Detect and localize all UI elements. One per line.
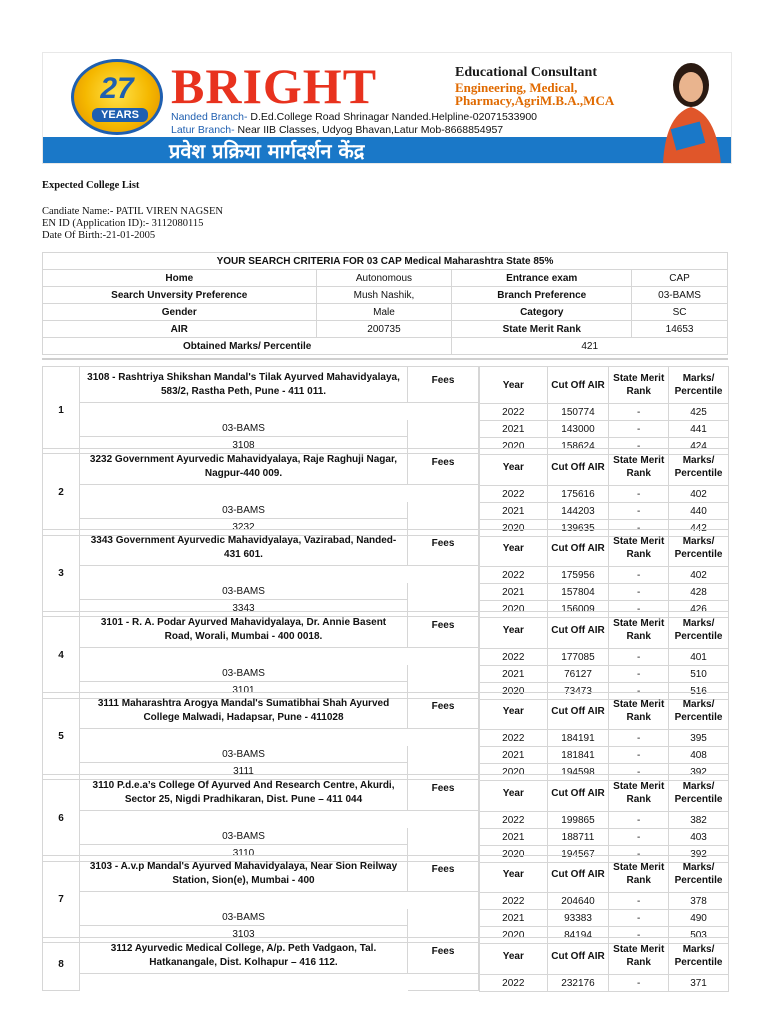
table-row	[480, 812, 729, 829]
year-header: Year	[480, 530, 548, 567]
air-value: 200735	[316, 321, 452, 338]
hindi-strip	[43, 137, 731, 164]
brand-logo-text: BRIGHT	[171, 58, 378, 114]
table-row	[480, 584, 729, 601]
cutoff-cell: 73473	[547, 683, 609, 700]
cutoff-cell: 177085	[547, 649, 609, 666]
marks-cell: 378	[669, 893, 729, 910]
smr-cell: -	[609, 812, 669, 829]
smr-cell: -	[609, 683, 669, 700]
cutoff-table	[479, 611, 729, 700]
search-criteria-table	[42, 252, 728, 355]
category-label: Category	[452, 304, 632, 321]
year-cell: 2021	[480, 910, 548, 927]
marks-cell: 426	[669, 601, 729, 618]
year-cell: 2022	[480, 486, 548, 503]
cutoff-cell: 181841	[547, 747, 609, 764]
college-name: 3111 Maharashtra Arogya Mandal's Sumatibhai Shah Ayurved College Malwadi, Hadapsar, Pune - 411028	[80, 692, 408, 729]
fees-header: Fees	[408, 774, 479, 811]
fees-header: Fees	[408, 937, 479, 974]
fees-header: Fees	[408, 366, 479, 403]
cutoff-table	[479, 529, 729, 618]
home-value: Autonomous	[316, 270, 452, 287]
smr-cell: -	[609, 421, 669, 438]
smr-cell: -	[609, 438, 669, 455]
college-number: 4	[42, 611, 80, 699]
marks-header: Marks/ Percentile	[669, 693, 729, 730]
marks-cell: 442	[669, 520, 729, 537]
college-code: 3110	[80, 845, 408, 862]
fees-value	[408, 729, 479, 780]
page-heading: Expected College List	[42, 180, 140, 191]
cutoff-header: Cut Off AIR	[547, 530, 609, 567]
college-code: 3101	[80, 682, 408, 699]
year-header: Year	[480, 938, 548, 975]
marks-cell: 440	[669, 503, 729, 520]
marks-cell: 392	[669, 846, 729, 863]
smr-cell: -	[609, 893, 669, 910]
marks-header: Marks/ Percentile	[669, 856, 729, 893]
cutoff-header: Cut Off AIR	[547, 367, 609, 404]
cutoff-header: Cut Off AIR	[547, 938, 609, 975]
college-code: 3232	[80, 519, 408, 536]
air-label: AIR	[43, 321, 317, 338]
smr-cell: -	[609, 975, 669, 992]
year-cell: 2022	[480, 404, 548, 421]
college-name: 3232 Government Ayurvedic Mahavidyalaya, Raje Raghuji Nagar, Nagpur-440 009.	[80, 448, 408, 485]
cutoff-cell: 84194	[547, 927, 609, 944]
cutoff-cell: 150774	[547, 404, 609, 421]
marks-cell: 401	[669, 649, 729, 666]
year-cell: 2022	[480, 893, 548, 910]
cutoff-cell: 232176	[547, 975, 609, 992]
branch-addresses	[171, 111, 537, 137]
branch-label: Branch Preference	[452, 287, 632, 304]
college-name: 3108 - Rashtriya Shikshan Mandal's Tilak Ayurved Mahavidyalaya, 583/2, Rastha Peth, Pune - 411 011.	[80, 366, 408, 403]
home-label: Home	[43, 270, 317, 287]
college-number: 8	[42, 937, 80, 991]
marks-cell: 490	[669, 910, 729, 927]
marks-cell: 441	[669, 421, 729, 438]
smr-header: State Merit Rank	[609, 449, 669, 486]
date-of-birth: Date Of Birth:-21-01-2005	[42, 230, 156, 241]
marks-value: 421	[452, 338, 728, 355]
nanded-label: Nanded Branch-	[171, 111, 248, 123]
nanded-address: D.Ed.College Road Shrinagar Nanded.Helpline-02071533900	[250, 111, 538, 123]
smr-cell: -	[609, 584, 669, 601]
latur-label: Latur Branch-	[171, 124, 235, 136]
year-cell: 2021	[480, 584, 548, 601]
year-cell: 2022	[480, 812, 548, 829]
fees-header: Fees	[408, 692, 479, 729]
marks-cell: 402	[669, 567, 729, 584]
entrance-value: CAP	[632, 270, 728, 287]
year-cell: 2021	[480, 421, 548, 438]
smr-cell: -	[609, 927, 669, 944]
table-row	[480, 649, 729, 666]
table-row	[480, 567, 729, 584]
college-number: 5	[42, 692, 80, 780]
table-row	[480, 421, 729, 438]
smr-header: State Merit Rank	[609, 612, 669, 649]
year-cell: 2021	[480, 666, 548, 683]
badge-years: YEARS	[92, 108, 148, 122]
table-row	[480, 486, 729, 503]
year-cell: 2020	[480, 520, 548, 537]
marks-header: Marks/ Percentile	[669, 449, 729, 486]
section-divider	[42, 358, 728, 360]
smr-cell: -	[609, 910, 669, 927]
college-branch: 03-BAMS	[80, 502, 408, 519]
year-cell: 2022	[480, 730, 548, 747]
fees-value	[408, 974, 479, 991]
college-branch: 03-BAMS	[80, 665, 408, 682]
college-name: 3101 - R. A. Podar Ayurved Mahavidyalaya, Dr. Annie Basent Road, Worali, Mumbai - 400 0018.	[80, 611, 408, 648]
year-cell: 2020	[480, 764, 548, 781]
cutoff-cell: 143000	[547, 421, 609, 438]
marks-header: Marks/ Percentile	[669, 775, 729, 812]
cutoff-cell: 144203	[547, 503, 609, 520]
smr-header: State Merit Rank	[609, 530, 669, 567]
marks-cell: 392	[669, 764, 729, 781]
table-row	[480, 893, 729, 910]
college-branch: 03-BAMS	[80, 583, 408, 600]
college-number: 2	[42, 448, 80, 536]
college-code: 3343	[80, 600, 408, 617]
fees-header: Fees	[408, 448, 479, 485]
cutoff-cell: 204640	[547, 893, 609, 910]
smr-header: State Merit Rank	[609, 938, 669, 975]
smr-header: State Merit Rank	[609, 693, 669, 730]
smr-cell: -	[609, 666, 669, 683]
college-branch: 03-BAMS	[80, 909, 408, 926]
smr-cell: -	[609, 846, 669, 863]
cutoff-cell: 175616	[547, 486, 609, 503]
marks-cell: 510	[669, 666, 729, 683]
marks-cell: 503	[669, 927, 729, 944]
gender-value: Male	[316, 304, 452, 321]
category-value: SC	[632, 304, 728, 321]
marks-cell: 424	[669, 438, 729, 455]
year-header: Year	[480, 612, 548, 649]
smr-cell: -	[609, 520, 669, 537]
college-branch: 03-BAMS	[80, 420, 408, 437]
smr-header: State Merit Rank	[609, 367, 669, 404]
cutoff-cell: 199865	[547, 812, 609, 829]
table-row	[480, 503, 729, 520]
anniversary-badge-icon	[71, 59, 163, 135]
cutoff-table	[479, 774, 729, 863]
table-row	[480, 730, 729, 747]
college-code: 3103	[80, 926, 408, 943]
table-row	[480, 829, 729, 846]
marks-cell: 516	[669, 683, 729, 700]
smr-cell: -	[609, 503, 669, 520]
year-cell: 2021	[480, 503, 548, 520]
brand-courses: Engineering, Medical, Pharmacy,AgriM.B.A.,MCA	[455, 80, 615, 108]
branch-value: 03-BAMS	[632, 287, 728, 304]
cutoff-cell: 93383	[547, 910, 609, 927]
college-branch: 03-BAMS	[80, 746, 408, 763]
hindi-strip-text: प्रवेश प्रक्रिया मार्गदर्शन केंद्र	[169, 139, 365, 163]
smr-cell: -	[609, 486, 669, 503]
university-value: Mush Nashik,	[316, 287, 452, 304]
college-number: 6	[42, 774, 80, 862]
cutoff-table	[479, 937, 729, 992]
table-row	[480, 747, 729, 764]
table-row	[480, 404, 729, 421]
smr-header: State Merit Rank	[609, 775, 669, 812]
year-cell: 2022	[480, 567, 548, 584]
college-name: 3343 Government Ayurvedic Mahavidyalaya, Vazirabad, Nanded- 431 601.	[80, 529, 408, 566]
smr-cell: -	[609, 567, 669, 584]
fees-header: Fees	[408, 529, 479, 566]
marks-header: Marks/ Percentile	[669, 612, 729, 649]
cutoff-table	[479, 366, 729, 455]
cutoff-cell: 184191	[547, 730, 609, 747]
college-name: 3110 P.d.e.a’s College Of Ayurved And Research Centre, Akurdi, Sector 25, Nigdi Pradhikaran, Dist. Pune – 411 044	[80, 774, 408, 811]
college-number: 7	[42, 855, 80, 943]
cutoff-table	[479, 855, 729, 944]
fees-value	[408, 403, 479, 454]
smr-cell: -	[609, 649, 669, 666]
college-name: 3112 Ayurvedic Medical College, A/p. Peth Vadgaon, Tal. Hatkanangale, Dist. Kolhapur – 416 112.	[80, 937, 408, 974]
smr-cell: -	[609, 601, 669, 618]
state-merit-rank-label: State Merit Rank	[452, 321, 632, 338]
smr-cell: -	[609, 747, 669, 764]
marks-cell: 428	[669, 584, 729, 601]
cutoff-cell: 175956	[547, 567, 609, 584]
table-row	[480, 666, 729, 683]
cutoff-cell: 188711	[547, 829, 609, 846]
cutoff-cell: 139635	[547, 520, 609, 537]
table-row	[480, 975, 729, 992]
smr-cell: -	[609, 404, 669, 421]
year-header: Year	[480, 856, 548, 893]
gender-label: Gender	[43, 304, 317, 321]
marks-header: Marks/ Percentile	[669, 367, 729, 404]
year-header: Year	[480, 693, 548, 730]
marks-cell: 382	[669, 812, 729, 829]
year-cell: 2020	[480, 846, 548, 863]
marks-cell: 425	[669, 404, 729, 421]
smr-cell: -	[609, 764, 669, 781]
fees-value	[408, 892, 479, 943]
table-row	[480, 910, 729, 927]
badge-number: 27	[100, 72, 134, 105]
year-cell: 2020	[480, 601, 548, 618]
year-header: Year	[480, 775, 548, 812]
cutoff-header: Cut Off AIR	[547, 612, 609, 649]
marks-cell: 402	[669, 486, 729, 503]
cutoff-header: Cut Off AIR	[547, 775, 609, 812]
criteria-title: YOUR SEARCH CRITERIA FOR 03 CAP Medical Maharashtra State 85%	[43, 253, 728, 270]
college-code: 3111	[80, 763, 408, 780]
marks-cell: 408	[669, 747, 729, 764]
fees-header: Fees	[408, 855, 479, 892]
marks-cell: 403	[669, 829, 729, 846]
brand-tagline: Educational Consultant	[455, 65, 597, 80]
smr-cell: -	[609, 829, 669, 846]
cutoff-cell: 156009	[547, 601, 609, 618]
marks-header: Marks/ Percentile	[669, 938, 729, 975]
marks-cell: 395	[669, 730, 729, 747]
fees-value	[408, 566, 479, 617]
latur-address: Near IIB Classes, Udyog Bhavan,Latur Mob-8668854957	[237, 124, 504, 136]
marks-header: Marks/ Percentile	[669, 530, 729, 567]
marks-cell: 371	[669, 975, 729, 992]
year-cell: 2020	[480, 683, 548, 700]
year-cell: 2020	[480, 927, 548, 944]
candidate-name: Candiate Name:- PATIL VIREN NAGSEN	[42, 206, 224, 217]
year-header: Year	[480, 367, 548, 404]
cutoff-cell: 194598	[547, 764, 609, 781]
header-banner	[42, 52, 732, 164]
year-cell: 2022	[480, 975, 548, 992]
cutoff-cell: 157804	[547, 584, 609, 601]
college-branch: 03-BAMS	[80, 828, 408, 845]
year-header: Year	[480, 449, 548, 486]
college-name: 3103 - A.v.p Mandal's Ayurved Mahavidyalaya, Near Sion Reilway Station, Sion(e), Mumbai - 400	[80, 855, 408, 892]
cutoff-table	[479, 692, 729, 781]
smr-cell: -	[609, 730, 669, 747]
entrance-label: Entrance exam	[452, 270, 632, 287]
college-number: 3	[42, 529, 80, 617]
smr-header: State Merit Rank	[609, 856, 669, 893]
cutoff-table	[479, 448, 729, 537]
cutoff-cell: 158624	[547, 438, 609, 455]
year-cell: 2021	[480, 829, 548, 846]
year-cell: 2022	[480, 649, 548, 666]
student-illustration-icon	[645, 55, 731, 164]
college-code: 3108	[80, 437, 408, 454]
cutoff-header: Cut Off AIR	[547, 693, 609, 730]
marks-label: Obtained Marks/ Percentile	[43, 338, 452, 355]
cutoff-cell: 194567	[547, 846, 609, 863]
cutoff-header: Cut Off AIR	[547, 449, 609, 486]
cutoff-cell: 76127	[547, 666, 609, 683]
year-cell: 2021	[480, 747, 548, 764]
year-cell: 2020	[480, 438, 548, 455]
college-number: 1	[42, 366, 80, 454]
application-id: EN ID (Application ID):- 3112080115	[42, 218, 204, 229]
fees-header: Fees	[408, 611, 479, 648]
university-label: Search Unversity Preference	[43, 287, 317, 304]
state-merit-rank-value: 14653	[632, 321, 728, 338]
cutoff-header: Cut Off AIR	[547, 856, 609, 893]
